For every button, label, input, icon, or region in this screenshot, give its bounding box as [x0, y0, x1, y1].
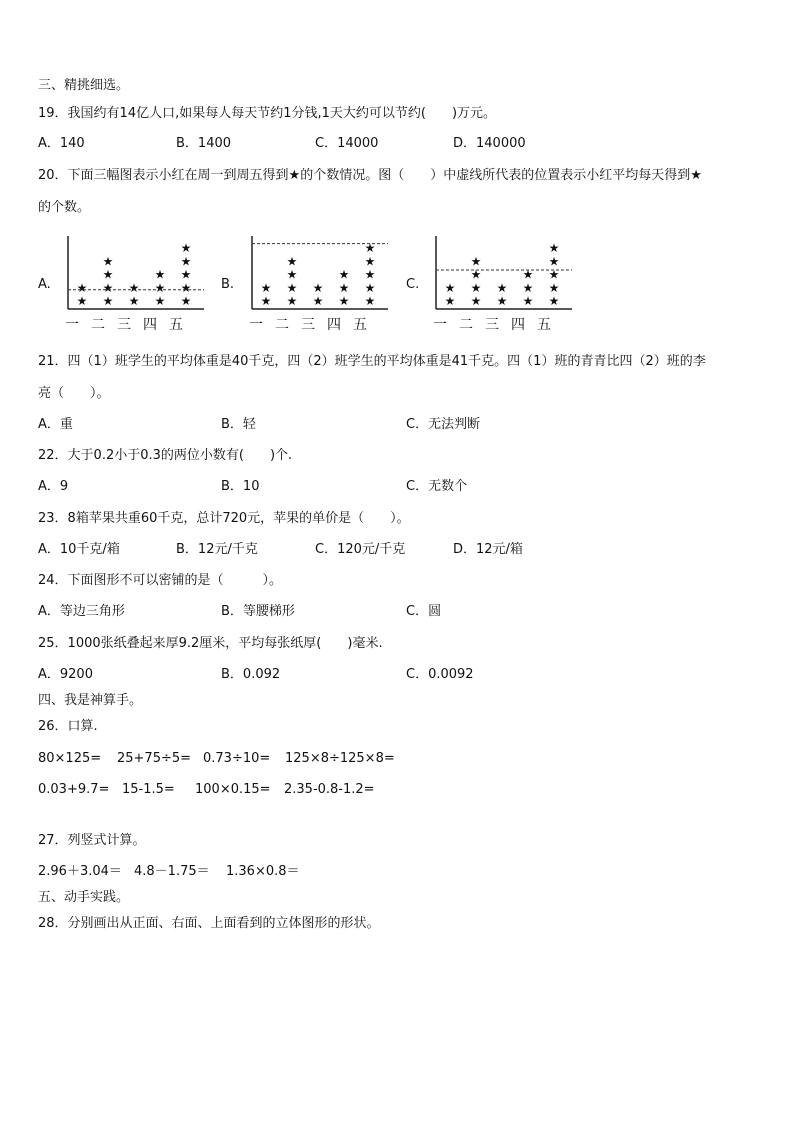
star-mark: ★: [128, 294, 140, 308]
day-label: 五: [353, 317, 367, 333]
question-25: 25．1000张纸叠起来厚9.2厘米，平均每张纸厚( )毫米.: [38, 636, 383, 651]
q27-item-1: 2.96＋3.04＝: [38, 864, 122, 879]
star-mark: ★: [260, 280, 272, 295]
q20-label-a: A.: [38, 277, 51, 292]
star-mark: ★: [128, 280, 140, 295]
star-mark: ★: [364, 280, 376, 295]
q26-item-3: 0.73÷10=: [203, 751, 271, 766]
q26-item-7: 100×0.15=: [195, 782, 271, 797]
q26-item-6: 15-1.5=: [122, 782, 175, 797]
question-23: 23．8箱苹果共重60千克，总计720元，苹果的单价是（ ）。: [38, 511, 410, 526]
star-mark: ★: [548, 241, 560, 256]
star-mark: ★: [496, 294, 508, 308]
star-mark: ★: [102, 294, 114, 308]
q21-option-a: A．重: [38, 417, 73, 432]
star-mark: ★: [470, 254, 482, 269]
question-21-line2: 亮（ ）。: [38, 386, 110, 401]
star-mark: ★: [154, 294, 166, 308]
q26-item-5: 0.03+9.7=: [38, 782, 110, 797]
q26-item-8: 2.35-0.8-1.2=: [284, 782, 375, 797]
star-mark: ★: [180, 267, 192, 282]
q19-option-a: A．140: [38, 136, 85, 151]
star-mark: ★: [548, 294, 560, 308]
section-heading-3: 三、精挑细选。: [38, 78, 130, 93]
day-label: 四: [143, 317, 157, 333]
star-mark: ★: [102, 280, 114, 295]
q21-option-b: B．轻: [221, 417, 256, 432]
day-label: 二: [459, 317, 473, 333]
question-26-title: 26．口算.: [38, 719, 98, 734]
star-mark: ★: [312, 280, 324, 295]
q25-option-a: A．9200: [38, 667, 93, 682]
question-28: 28．分别画出从正面、右面、上面看到的立体图形的形状。: [38, 916, 380, 931]
star-mark: ★: [470, 280, 482, 295]
q25-option-c: C．0.0092: [406, 667, 474, 682]
star-mark: ★: [548, 254, 560, 269]
star-mark: ★: [470, 267, 482, 282]
day-label: 五: [169, 317, 183, 333]
star-mark: ★: [260, 294, 272, 308]
star-chart-b: [244, 232, 394, 334]
star-chart-c: [428, 232, 578, 334]
star-mark: ★: [364, 294, 376, 308]
q22-option-c: C．无数个: [406, 479, 468, 494]
q24-option-a: A．等边三角形: [38, 604, 125, 619]
day-label: 一: [433, 317, 447, 333]
q24-option-b: B．等腰梯形: [221, 604, 295, 619]
star-mark: ★: [180, 294, 192, 308]
day-label: 二: [91, 317, 105, 333]
day-label: 四: [327, 317, 341, 333]
q21-option-c: C．无法判断: [406, 417, 481, 432]
section-heading-5: 五、动手实践。: [38, 890, 130, 905]
star-mark: ★: [286, 294, 298, 308]
star-mark: ★: [180, 280, 192, 295]
star-mark: ★: [338, 280, 350, 295]
q23-option-d: D．12元/箱: [453, 542, 523, 557]
star-mark: ★: [76, 294, 88, 308]
day-label: 一: [249, 317, 263, 333]
star-mark: ★: [338, 294, 350, 308]
q26-item-4: 125×8÷125×8=: [285, 751, 395, 766]
star-mark: ★: [444, 294, 456, 308]
q27-item-3: 1.36×0.8＝: [226, 864, 300, 879]
star-mark: ★: [496, 280, 508, 295]
question-20-line1: 20．下面三幅图表示小红在周一到周五得到★的个数情况。图（ ）中虚线所代表的位置表示小红平均每天得到★: [38, 168, 702, 183]
star-mark: ★: [286, 280, 298, 295]
star-mark: ★: [522, 294, 534, 308]
star-mark: ★: [286, 267, 298, 282]
question-24: 24．下面图形不可以密铺的是（ ）。: [38, 573, 283, 588]
day-label: 五: [537, 317, 551, 333]
day-label: 二: [275, 317, 289, 333]
star-chart-a: [60, 232, 210, 334]
q20-label-c: C.: [406, 277, 420, 292]
star-mark: ★: [522, 280, 534, 295]
star-mark: ★: [548, 267, 560, 282]
day-label: 一: [65, 317, 79, 333]
q22-option-a: A．9: [38, 479, 69, 494]
star-mark: ★: [364, 254, 376, 269]
q19-option-b: B．1400: [176, 136, 232, 151]
star-mark: ★: [364, 241, 376, 256]
q20-label-b: B.: [221, 277, 235, 292]
q27-item-2: 4.8－1.75＝: [134, 864, 210, 879]
star-mark: ★: [312, 294, 324, 308]
q19-option-d: D．140000: [453, 136, 526, 151]
star-mark: ★: [154, 267, 166, 282]
star-mark: ★: [180, 254, 192, 269]
star-mark: ★: [154, 280, 166, 295]
q24-option-c: C．圆: [406, 604, 442, 619]
day-label: 三: [301, 317, 315, 333]
q19-option-c: C．14000: [315, 136, 379, 151]
star-mark: ★: [102, 267, 114, 282]
star-mark: ★: [364, 267, 376, 282]
q23-option-b: B．12元/千克: [176, 542, 258, 557]
question-19: 19．我国约有14亿人口,如果每人每天节约1分钱,1天大约可以节约( )万元。: [38, 106, 497, 121]
star-mark: ★: [470, 294, 482, 308]
q22-option-b: B．10: [221, 479, 260, 494]
q25-option-b: B．0.092: [221, 667, 281, 682]
star-mark: ★: [286, 254, 298, 269]
question-22: 22．大于0.2小于0.3的两位小数有( )个.: [38, 448, 293, 463]
q23-option-c: C．120元/千克: [315, 542, 406, 557]
star-mark: ★: [444, 280, 456, 295]
question-21-line1: 21．四（1）班学生的平均体重是40千克，四（2）班学生的平均体重是41千克。四（1）班的青青比四（2）班的李: [38, 354, 706, 369]
star-mark: ★: [522, 267, 534, 282]
question-27-title: 27．列竖式计算。: [38, 833, 146, 848]
q23-option-a: A．10千克/箱: [38, 542, 120, 557]
star-mark: ★: [548, 280, 560, 295]
day-label: 三: [485, 317, 499, 333]
star-mark: ★: [180, 241, 192, 256]
star-mark: ★: [76, 280, 88, 295]
star-mark: ★: [102, 254, 114, 269]
star-mark: ★: [338, 267, 350, 282]
section-heading-4: 四、我是神算手。: [38, 693, 143, 708]
q26-item-2: 25+75÷5=: [117, 751, 192, 766]
day-label: 三: [117, 317, 131, 333]
day-label: 四: [511, 317, 525, 333]
question-20-line2: 的个数。: [38, 200, 91, 215]
q26-item-1: 80×125=: [38, 751, 102, 766]
